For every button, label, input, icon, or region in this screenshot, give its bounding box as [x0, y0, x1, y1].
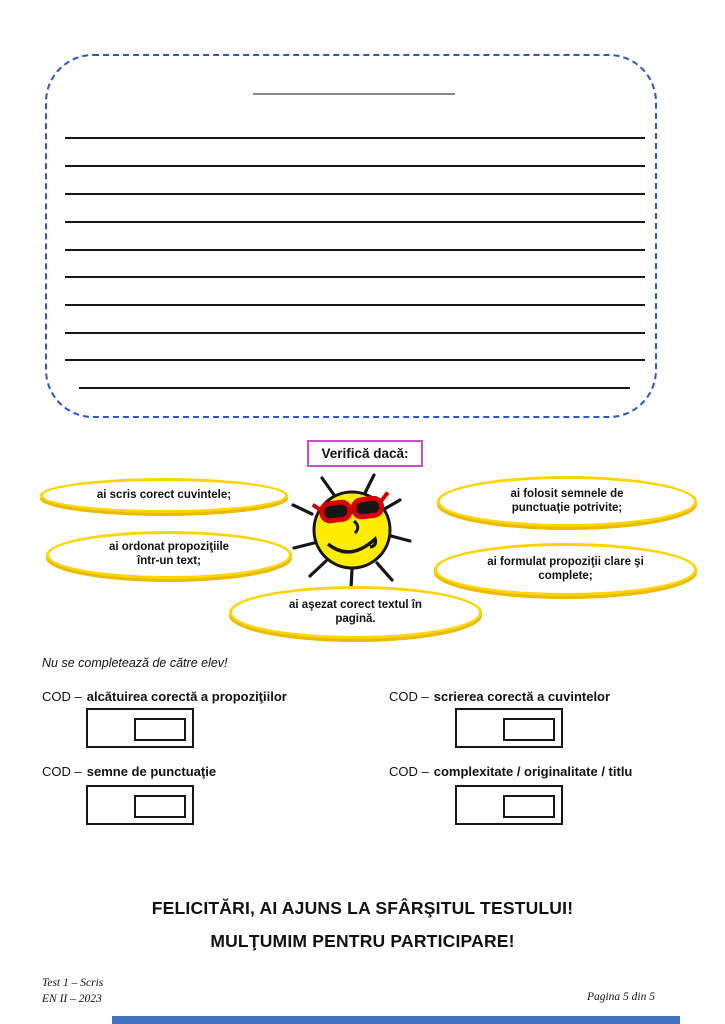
cod-prefix: COD –	[389, 764, 429, 779]
cod-text: scrierea corectă a cuvintelor	[433, 689, 611, 704]
footer-page-number: Pagina 5 din 5	[586, 991, 655, 1003]
checklist-item-label: ai scris corect cuvintele;	[96, 488, 232, 501]
writing-area-box	[45, 54, 657, 418]
writing-line	[65, 193, 645, 195]
writing-line	[65, 276, 645, 278]
cod-score-box	[455, 785, 563, 825]
cod-score-inner-box	[503, 795, 555, 818]
cod-score-box	[86, 708, 194, 748]
writing-line	[65, 359, 645, 361]
footer-exam-name: EN II – 2023	[42, 993, 102, 1006]
cod-label-complexitate	[389, 764, 632, 779]
cod-prefix: COD –	[42, 764, 82, 779]
verify-heading-label: Verifică dacă:	[321, 446, 409, 461]
cod-label-punctuatie	[42, 764, 216, 779]
thanks-line: MULŢUMIM PENTRU PARTICIPARE!	[210, 931, 515, 951]
writing-line	[65, 332, 645, 334]
checklist-bubble	[437, 476, 697, 527]
sun-with-sunglasses-icon	[288, 462, 418, 597]
cod-score-box	[86, 785, 194, 825]
checklist-bubble	[229, 586, 482, 639]
footer-left	[42, 975, 103, 1007]
writing-line	[65, 249, 645, 251]
writing-line	[65, 137, 645, 139]
writing-line	[79, 387, 630, 389]
cod-score-inner-box	[503, 718, 555, 741]
checklist-bubble	[40, 478, 288, 513]
writing-line	[65, 221, 645, 223]
checklist-bubble	[46, 531, 292, 579]
checklist-bubble	[434, 543, 697, 596]
footer-test-name: Test 1 – Scris	[42, 977, 104, 989]
cod-prefix: COD –	[389, 689, 429, 704]
cod-text: semne de punctuaţie	[86, 764, 217, 779]
cod-score-box	[455, 708, 563, 748]
cod-text: complexitate / originalitate / titlu	[433, 764, 633, 779]
bottom-blue-bar	[112, 1016, 680, 1024]
cod-text: alcătuirea corectă a propoziţiilor	[86, 689, 287, 704]
checklist-item-label: ai ordonat propoziţiile într-un text;	[108, 541, 230, 567]
cod-label-cuvinte	[389, 689, 610, 704]
title-blank-line	[253, 93, 455, 95]
cod-score-inner-box	[134, 795, 186, 818]
writing-line	[65, 165, 645, 167]
checklist-item-label: ai aşezat corect textul în pagină.	[289, 598, 422, 625]
cod-prefix: COD –	[42, 689, 82, 704]
congratulations-line: FELICITĂRI, AI AJUNS LA SFÂRŞITUL TESTULUI!	[151, 898, 574, 918]
examiner-note: Nu se completează de către elev!	[42, 656, 228, 670]
checklist-item-label: ai folosit semnele de punctuaţie potrivite;	[510, 487, 624, 514]
checklist-item-label: ai formulat propoziţii clare şi complete;	[487, 555, 644, 582]
cod-label-propozitii	[42, 689, 287, 704]
writing-line	[65, 304, 645, 306]
cod-score-inner-box	[134, 718, 186, 741]
